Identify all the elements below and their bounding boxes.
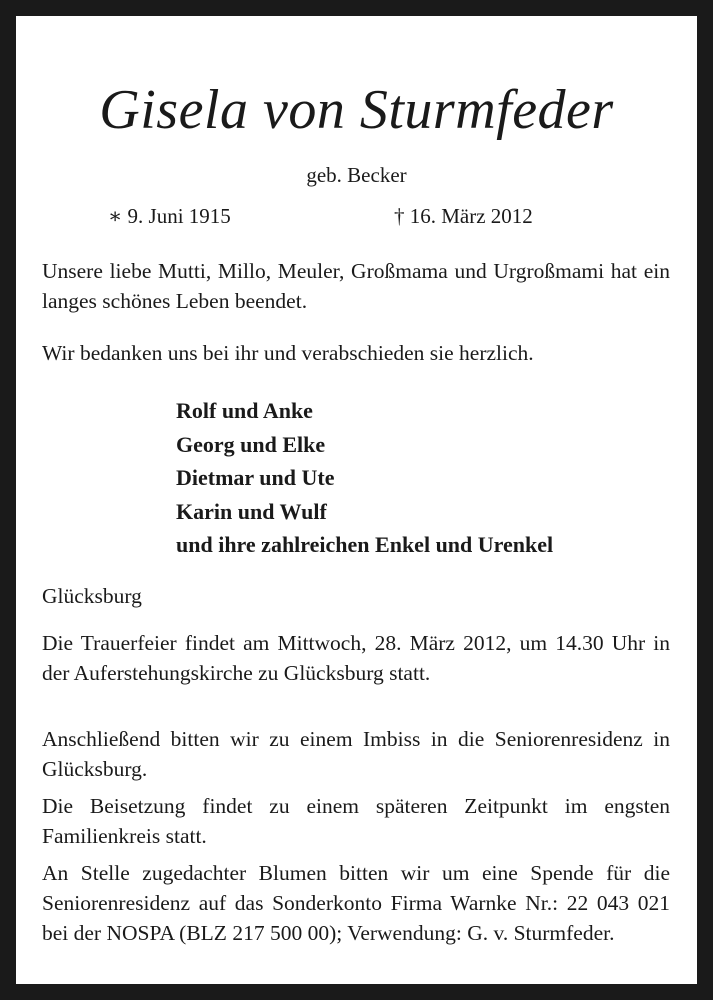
burial-text: Die Beisetzung findet zu einem späteren Zeitpunkt im engsten Familienkreis statt. xyxy=(42,794,670,848)
donation-text: An Stelle zugedachter Blumen bitten wir um eine Spende für die Seniorenresidenz auf das Sonderkonto Firma Warnke Nr.: 22 043 021 bei der NOSPA (BLZ 217 500 00); Verwendung: G. v. Sturmfeder. xyxy=(42,861,670,945)
reception-text: Anschließend bitten wir zu einem Imbiss in die Seniorenresidenz in Glücksburg. xyxy=(42,727,670,781)
signatures-list xyxy=(176,394,553,562)
intro-text: Unsere liebe Mutti, Millo, Meuler, Großmama und Urgroßmami hat ein langes schönes Leben beendet. xyxy=(42,259,670,313)
death-date: † 16. März 2012 xyxy=(394,204,533,228)
farewell-text: Wir bedanken uns bei ihr und verabschieden sie herzlich. xyxy=(42,341,534,365)
ceremony-text: Die Trauerfeier findet am Mittwoch, 28. März 2012, um 14.30 Uhr in der Auferstehungskirche zu Glücksburg statt. xyxy=(42,631,670,685)
signature-line: Rolf und Anke xyxy=(176,398,313,423)
deceased-name: Gisela von Sturmfeder xyxy=(99,79,614,141)
signature-line: Georg und Elke xyxy=(176,431,326,457)
signature-line: Karin und Wulf xyxy=(176,498,327,524)
signature-line: Dietmar und Ute xyxy=(176,465,335,490)
birth-date: ∗ 9. Juni 1915 xyxy=(108,204,231,228)
signature-line: und ihre zahlreichen Enkel und Urenkel xyxy=(176,532,554,557)
maiden-name: geb. Becker xyxy=(306,163,407,187)
place-text: Glücksburg xyxy=(42,584,142,608)
